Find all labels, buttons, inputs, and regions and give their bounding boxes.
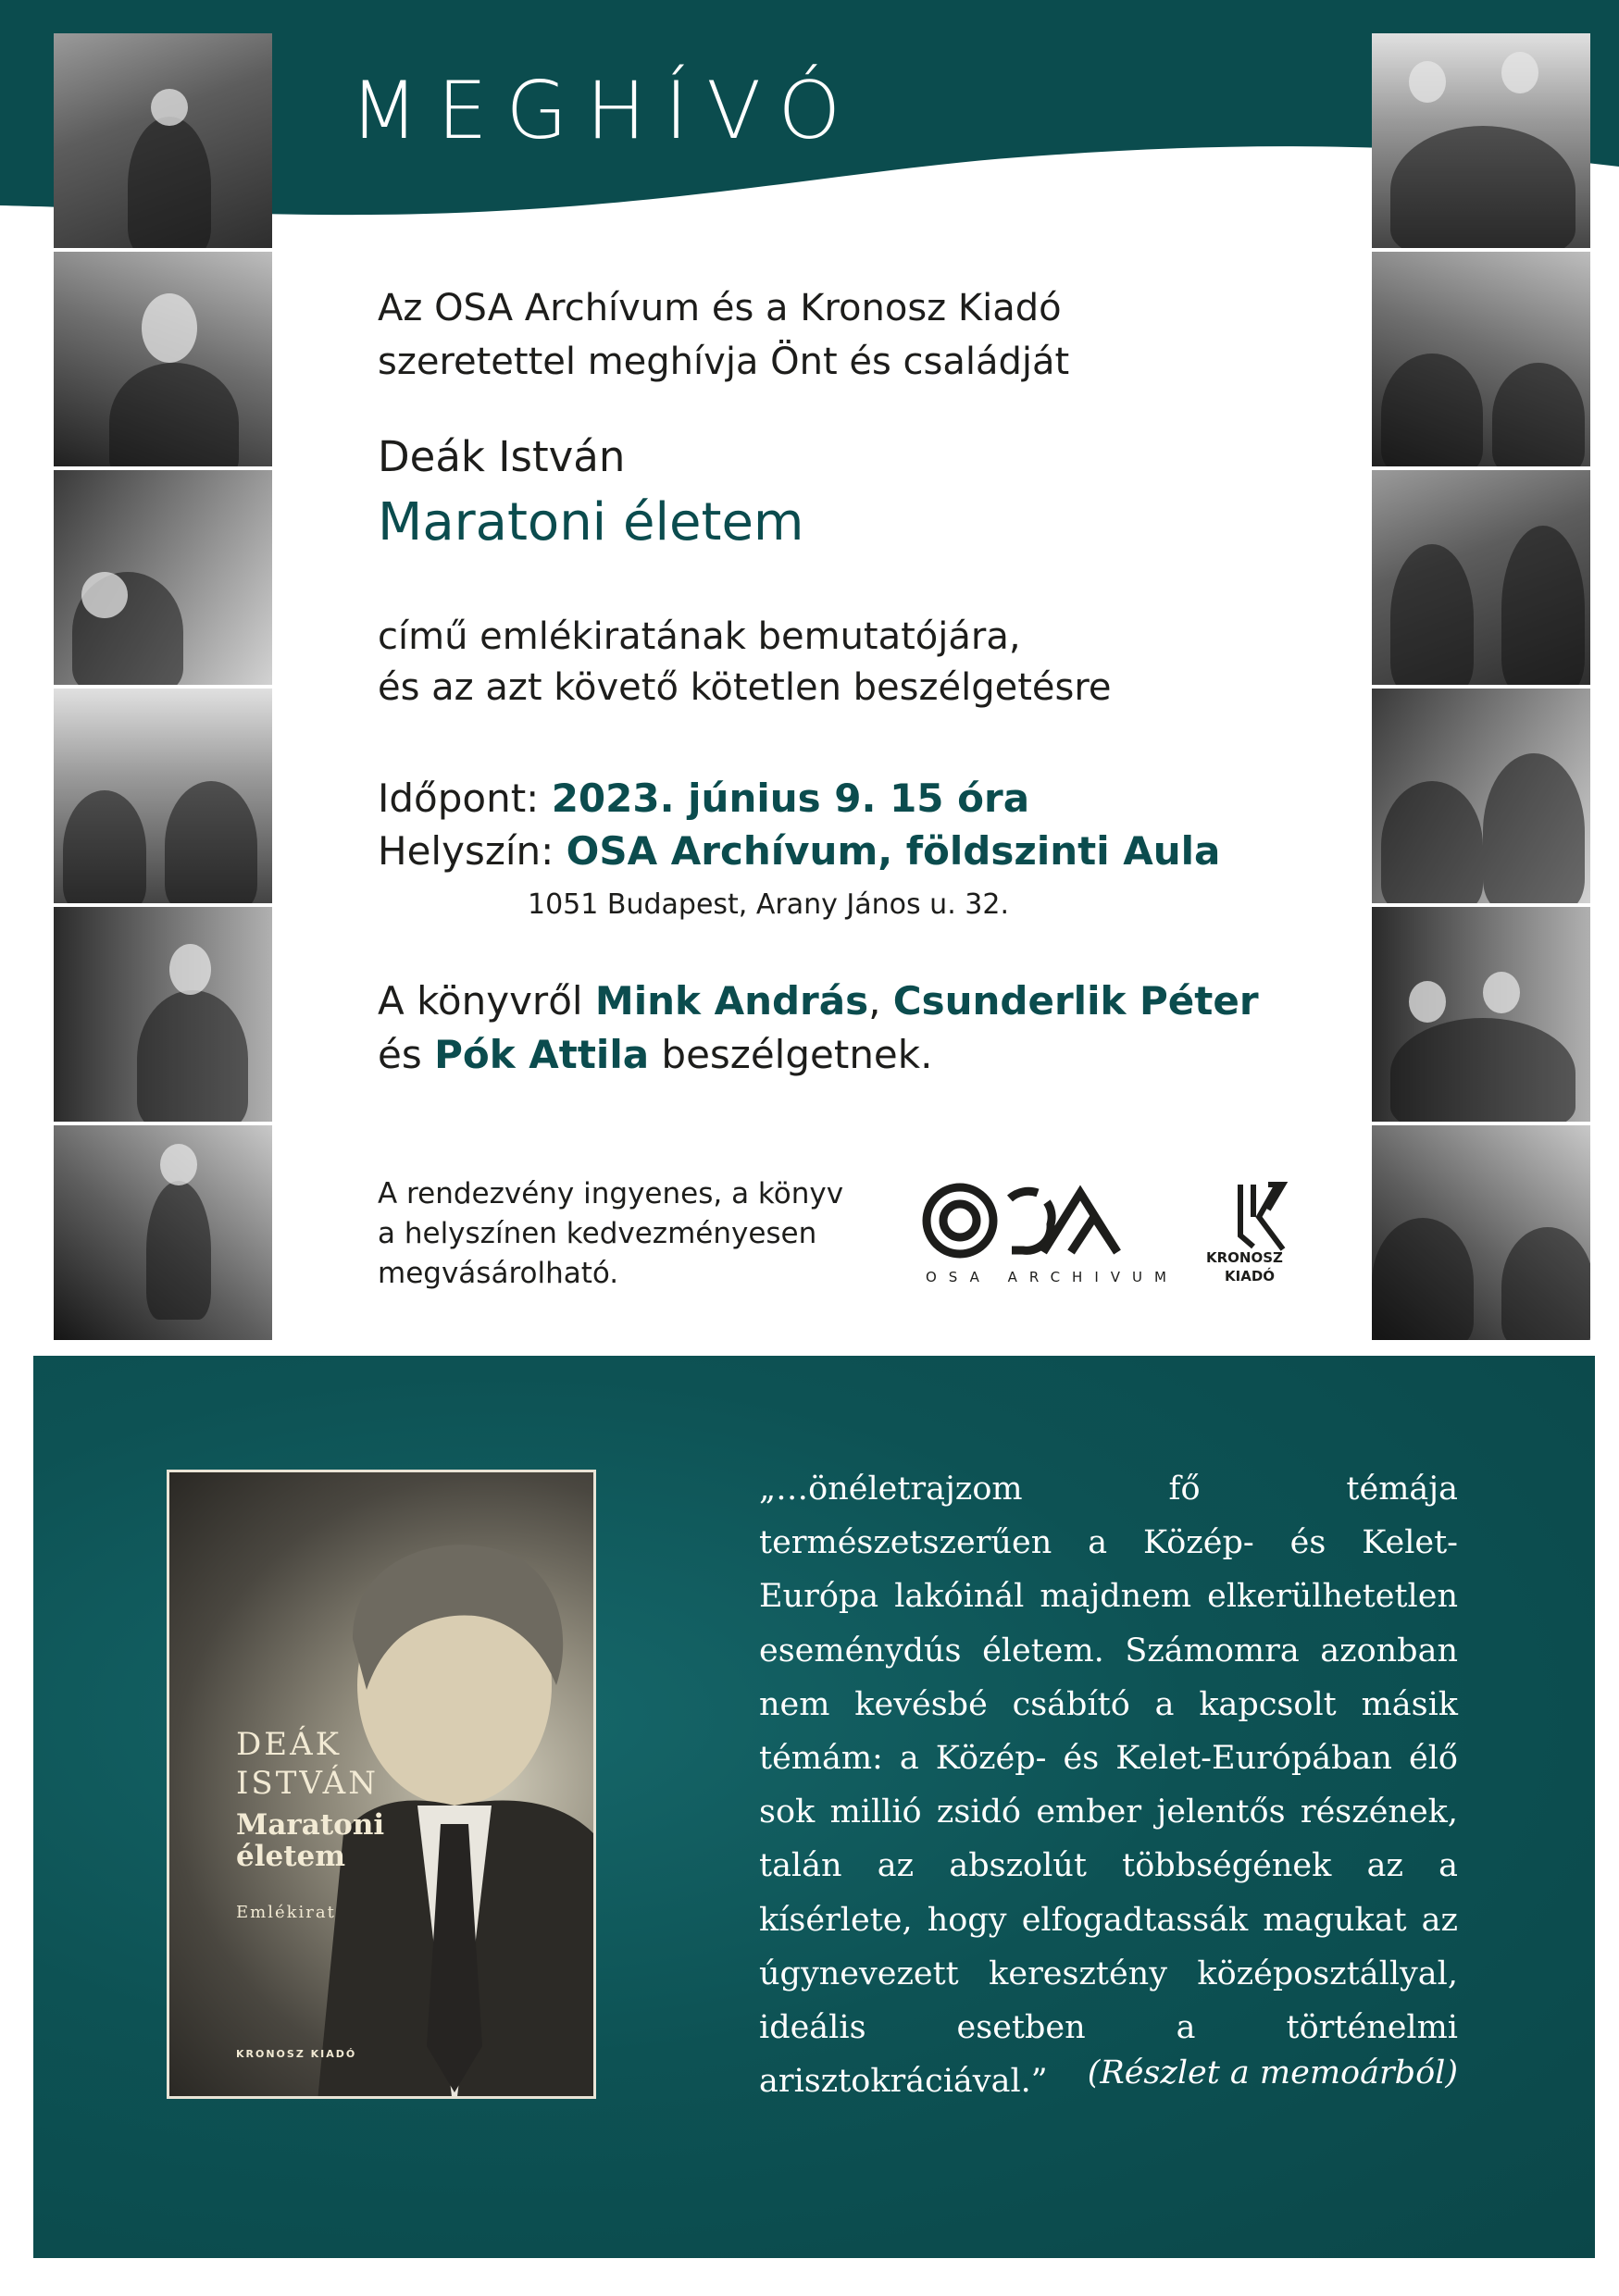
speakers-line	[378, 978, 1259, 1024]
speakers-intro: A könyvről	[378, 978, 595, 1024]
speaker-separator: ,	[868, 978, 893, 1024]
cover-publisher: KRONOSZ KIADÓ	[236, 2048, 357, 2060]
cover-author: DEÁK	[236, 1726, 342, 1763]
cover-author: ISTVÁN	[236, 1765, 379, 1802]
memoir-quote: „…önéletrajzom fő témája természetszerűen a Közép- és Kelet-Európa lakóinál majdnem elkerülhetetlen eseménydús életem. Számomra azonban nem kevésbé csábító a kapcsolt másik témám: a Közép- és Kelet-Európában élő sok millió zsidó ember jelentős részének, talán az abszolút többségének az a kísérlete, hogy elfogadtassák magukat az úgynevezett keresztény középosztállyal, ideális esetben a történelmi arisztokráciával.”	[759, 1471, 1458, 2101]
speaker-name: Csunderlik Péter	[892, 978, 1259, 1024]
archive-photo	[1372, 470, 1590, 685]
place-label: Helyszín:	[378, 828, 567, 874]
archive-photo	[54, 470, 272, 685]
speaker-name: Mink András	[594, 978, 869, 1024]
archive-photo	[54, 689, 272, 903]
archive-photo	[54, 907, 272, 1122]
speakers-line	[378, 1032, 932, 1077]
kronosz-logo-sub: KIADÓ	[1225, 1268, 1276, 1285]
intro-line: Az OSA Archívum és a Kronosz Kiadó	[378, 287, 1062, 329]
book-title: Maratoni életem	[378, 492, 804, 552]
event-time	[378, 776, 1029, 821]
page-title: MEGHÍVÓ	[350, 65, 860, 157]
speakers-outro: beszélgetnek.	[649, 1032, 933, 1077]
speaker-name: Pók Attila	[434, 1032, 650, 1077]
archive-photo	[54, 252, 272, 466]
osa-logo-subtitle: OSA ARCHIVUM	[926, 1269, 1178, 1285]
archive-photo	[54, 33, 272, 248]
right-photo-strip	[1372, 33, 1590, 1352]
cover-title: Maratoni	[236, 1808, 385, 1842]
kronosz-logo-name: KRONOSZ	[1206, 1249, 1283, 1266]
quote-source: (Részlet a memoárból)	[1087, 2054, 1458, 2091]
osa-logo	[921, 1180, 1171, 1263]
archive-photo	[1372, 33, 1590, 248]
archive-photo	[54, 1125, 272, 1340]
note-line: a helyszínen kedvezményesen	[378, 1217, 817, 1250]
archive-photo	[1372, 689, 1590, 903]
author-name: Deák István	[378, 432, 626, 481]
description-line: és az azt követő kötetlen beszélgetésre	[378, 666, 1112, 709]
note-line: megvásárolható.	[378, 1257, 619, 1290]
description-line: című emlékiratának bemutatójára,	[378, 615, 1021, 658]
book-cover	[167, 1470, 596, 2099]
archive-photo	[1372, 252, 1590, 466]
archive-photo	[1372, 907, 1590, 1122]
intro-line: szeretettel meghívja Önt és családját	[378, 341, 1070, 383]
left-photo-strip	[54, 33, 272, 1352]
address: 1051 Budapest, Arany János u. 32.	[528, 888, 1009, 921]
archive-photo	[1372, 1125, 1590, 1340]
event-place	[378, 828, 1220, 874]
cover-subtitle: Emlékirat	[236, 1903, 336, 1922]
kronosz-logo	[1231, 1180, 1305, 1254]
time-value: 2023. június 9. 15 óra	[551, 776, 1030, 821]
speakers-and: és	[378, 1032, 435, 1077]
note-line: A rendezvény ingyenes, a könyv	[378, 1177, 844, 1210]
time-label: Időpont:	[378, 776, 552, 821]
cover-title: életem	[236, 1840, 346, 1873]
place-value: OSA Archívum, földszinti Aula	[566, 828, 1221, 874]
